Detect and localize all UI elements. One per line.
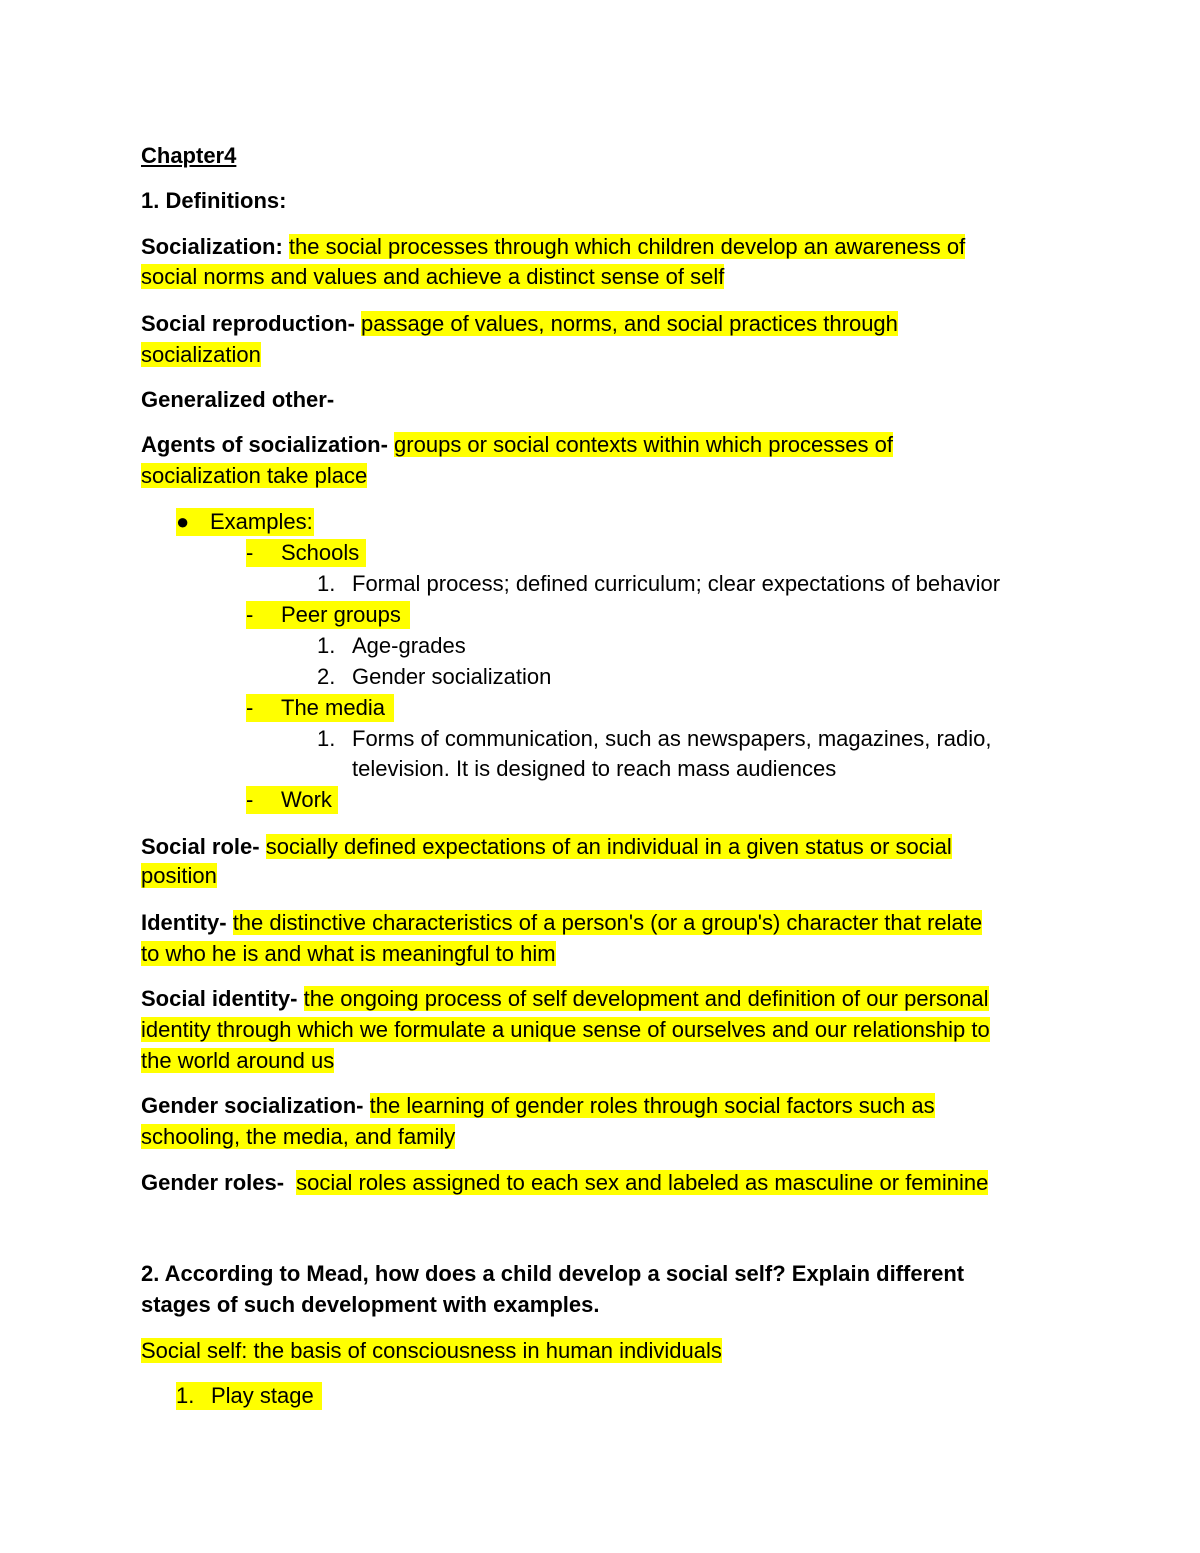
social-identity-definition-cont-2 (141, 1047, 334, 1075)
dash-marker: - (246, 695, 254, 720)
definition-text: social roles assigned to each sex and labeled as masculine or feminine (296, 1170, 989, 1195)
definition-text: passage of values, norms, and social practices through (361, 311, 898, 336)
social-identity-definition (141, 985, 989, 1013)
number-marker: 1. (317, 633, 336, 658)
term-label: Socialization: (141, 234, 283, 259)
stage-1-label: Play stage (211, 1383, 314, 1408)
examples-list-item (176, 508, 314, 536)
work-label: Work (281, 787, 332, 812)
identity-definition (141, 909, 982, 937)
schools-label: Schools (281, 540, 360, 565)
term-label: Social identity- (141, 986, 298, 1011)
term-label: Agents of socialization- (141, 432, 388, 457)
term-label: Identity- (141, 910, 227, 935)
identity-definition-cont (141, 940, 556, 968)
section-2-question: 2. According to Mead, how does a child develop a social self? Explain different (141, 1261, 965, 1286)
definition-text: identity through which we formulate a unique sense of ourselves and our relationship to (141, 1017, 990, 1042)
bullet-marker: ● (176, 509, 190, 534)
social-role-definition (141, 833, 952, 861)
definition-text: the ongoing process of self development and definition of our personal (303, 986, 989, 1011)
social-role-definition-cont (141, 862, 217, 890)
definition-text: socialization (141, 342, 261, 367)
dash-marker: - (246, 602, 254, 627)
agents-definition-cont (141, 462, 367, 490)
media-subitem-1-cont: television. It is designed to reach mass audiences (352, 756, 837, 781)
media-label: The media (281, 695, 385, 720)
examples-label: Examples: (210, 509, 313, 534)
peer-groups-subitem-1 (317, 632, 466, 660)
definition-text: to who he is and what is meaningful to him (141, 941, 556, 966)
number-marker: 2. (317, 664, 336, 689)
media-item (246, 694, 394, 722)
peer-groups-label: Peer groups (281, 602, 401, 627)
definition-text: the social processes through which children develop an awareness of (288, 234, 966, 259)
definition-text: the world around us (141, 1048, 335, 1073)
social-reproduction-definition (141, 310, 898, 338)
definition-text: groups or social contexts within which processes of (394, 432, 893, 457)
social-reproduction-definition-cont (141, 341, 261, 369)
schools-item (246, 539, 366, 567)
term-label: Social role- (141, 834, 260, 859)
chapter-title: Chapter4 (141, 143, 237, 168)
gender-roles-definition (141, 1169, 988, 1197)
section-1-heading: 1. Definitions: (141, 188, 287, 213)
peer-groups-item (246, 601, 410, 629)
definition-text: the learning of gender roles through social factors such as (369, 1093, 935, 1118)
social-self-line (141, 1337, 722, 1365)
media-subitem-1 (317, 725, 992, 753)
term-label: Gender roles- (141, 1170, 285, 1195)
agents-definition (141, 431, 893, 459)
definition-text: social norms and values and achieve a distinct sense of self (141, 264, 725, 289)
peer-groups-subitem-2 (317, 663, 552, 691)
number-marker: 1. (317, 571, 336, 596)
socialization-definition (141, 233, 965, 261)
dash-marker: - (246, 540, 254, 565)
definition-text: position (141, 863, 217, 888)
stage-1-item (176, 1382, 322, 1410)
dash-marker: - (246, 787, 254, 812)
term-label: Social reproduction- (141, 311, 355, 336)
social-self-text: Social self: the basis of consciousness in human individuals (141, 1338, 722, 1363)
subitem-text: Age-grades (352, 633, 466, 658)
subitem-text: Forms of communication, such as newspapers, magazines, radio, (352, 726, 992, 751)
section-2-question-cont: stages of such development with examples. (141, 1292, 600, 1317)
social-identity-definition-cont (141, 1016, 990, 1044)
definition-text: schooling, the media, and family (141, 1124, 456, 1149)
definition-text: socially defined expectations of an individual in a given status or social (265, 834, 952, 859)
work-item (246, 786, 338, 814)
definition-text: the distinctive characteristics of a person's (or a group's) character that relate (232, 910, 983, 935)
term-label: Gender socialization- (141, 1093, 364, 1118)
number-marker: 1. (176, 1383, 195, 1408)
subitem-text: Gender socialization (352, 664, 552, 689)
socialization-definition-cont (141, 263, 724, 291)
gender-socialization-definition-cont (141, 1123, 455, 1151)
gender-socialization-definition (141, 1092, 935, 1120)
schools-subitem-1 (317, 570, 1001, 598)
number-marker: 1. (317, 726, 336, 751)
generalized-other-term: Generalized other- (141, 387, 335, 412)
subitem-text: Formal process; defined curriculum; clear expectations of behavior (352, 571, 1001, 596)
definition-text: socialization take place (141, 463, 368, 488)
